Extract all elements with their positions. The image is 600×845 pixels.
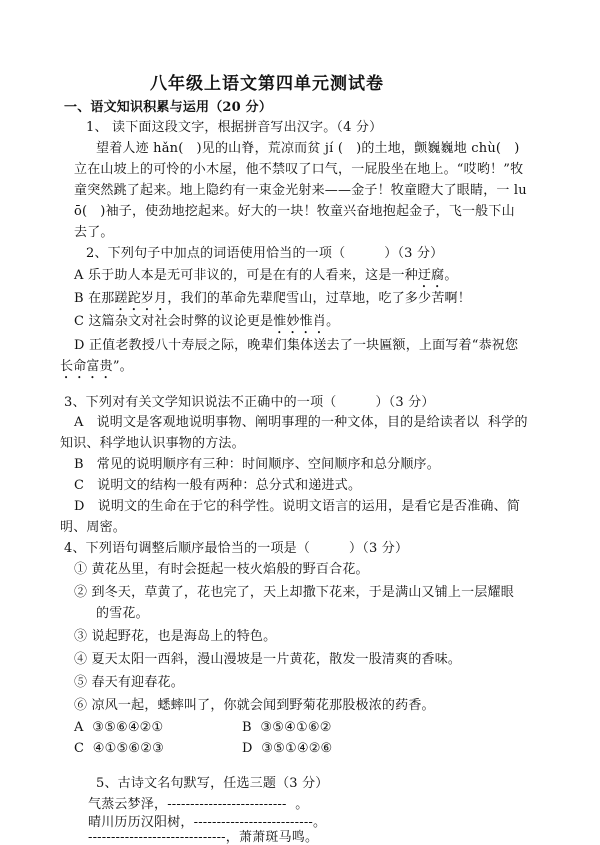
q1-line: 立在山坡上的可怜的小木屋，他不禁叹了口气，一屁股坐在地上。“哎哟！”牧 (74, 162, 524, 177)
q3-line: 知识、科学地认识事物的方法。 (60, 436, 245, 451)
q4-answer-b: B ③⑤④①⑥② (242, 720, 332, 735)
q4-sentence: ③ 说起野花，也是海岛上的特色。 (74, 629, 277, 644)
q1-line: 童突然跳了起来。地上隐约有一束金光射来——金子！牧童瞪大了眼睛，一 lu (74, 183, 527, 198)
q3-line: D 说明文的生命在于它的科学性。说明文语言的运用，是看它是否准确、简 (74, 499, 521, 514)
q4-answer-d: D ③⑤①④②⑥ (242, 741, 333, 756)
q4-answer-a: A ③⑤⑥④②① (74, 720, 164, 735)
q2-option-a: A 乐于助人本是无可非议的，可是在有的人看来，这是一种迂腐。 (74, 268, 458, 283)
q4-sentence: ① 黄花丛里，有时会挺起一枝火焰般的野百合花。 (74, 562, 369, 577)
q4-sentence: ② 到冬天，草黄了，花也完了，天上却撒下花来，于是满山又铺上一层耀眼 (74, 585, 514, 600)
q5-prompt: 5、古诗文名句默写，任选三题（3 分） (96, 776, 329, 791)
page-title: 八年级上语文第四单元测试卷 (150, 74, 384, 94)
q1-prompt: 1、 读下面这段文字，根据拼音写出汉字。（4 分） (86, 120, 383, 135)
q3-prompt: 3、下列对有关文学知识说法不正确中的一项（ ）（3 分） (64, 395, 435, 410)
q4-answer-c: C ④①⑤⑥②③ (74, 741, 164, 756)
q5-line: 晴川历历汉阳树，--------------------------。 (88, 815, 327, 830)
q2-option-d-cont: 长命富贵”。 (60, 359, 133, 374)
q2-option-b: B 在那蹉跎岁月，我们的革命先辈爬雪山，过草地，吃了多少苦啊！ (74, 291, 471, 306)
q4-prompt: 4、下列语句调整后顺序最恰当的一项是（ ）（3 分） (64, 541, 409, 556)
q5-line: 气蒸云梦泽，-------------------------- 。 (88, 797, 309, 812)
q3-line: B 常见的说明顺序有三种：时间顺序、空间顺序和总分顺序。 (74, 457, 440, 472)
q2-option-c: C 这篇杂文对社会时弊的议论更是惟妙惟肖。 (74, 314, 340, 329)
q2-option-d: D 正值老教授八十寿辰之际，晚辈们集体送去了一块匾额，上面写着“恭祝您 (74, 338, 519, 353)
q1-line: 望着人迹 hǎn( )见的山脊，荒凉而贫 jí ( )的土地，颤巍巍地 chù( ) (96, 141, 520, 156)
section-1-heading: 一、语文知识积累与运用（20 分） (64, 100, 273, 115)
q4-sentence: ⑥ 凉风一起，蟋蟀叫了，你就会闻到野菊花那股极浓的药香。 (74, 698, 435, 713)
q4-sentence: ⑤ 春天有迎春花。 (74, 675, 184, 690)
q4-sentence: 的雪花。 (96, 606, 149, 621)
q4-sentence: ④ 夏天太阳一西斜，漫山漫坡是一片黄花，散发一股清爽的香味。 (74, 652, 462, 667)
q2-prompt: 2、下列句子中加点的词语使用恰当的一项（ ）（3 分） (86, 246, 444, 261)
q3-line: 明、周密。 (60, 520, 127, 535)
q5-line: ------------------------------，萧萧斑马鸣。 (88, 830, 319, 845)
q1-line: ō( )袖子，使劲地挖起来。好大的一块！牧童兴奋地抱起金子，飞一般下山 (74, 204, 515, 219)
q3-line: C 说明文的结构一般有两种：总分式和递进式。 (74, 478, 362, 493)
q1-line: 去了。 (74, 225, 114, 240)
q3-line: A 说明文是客观地说明事物、阐明事理的一种文体，目的是给读者以 科学的 (74, 415, 528, 430)
